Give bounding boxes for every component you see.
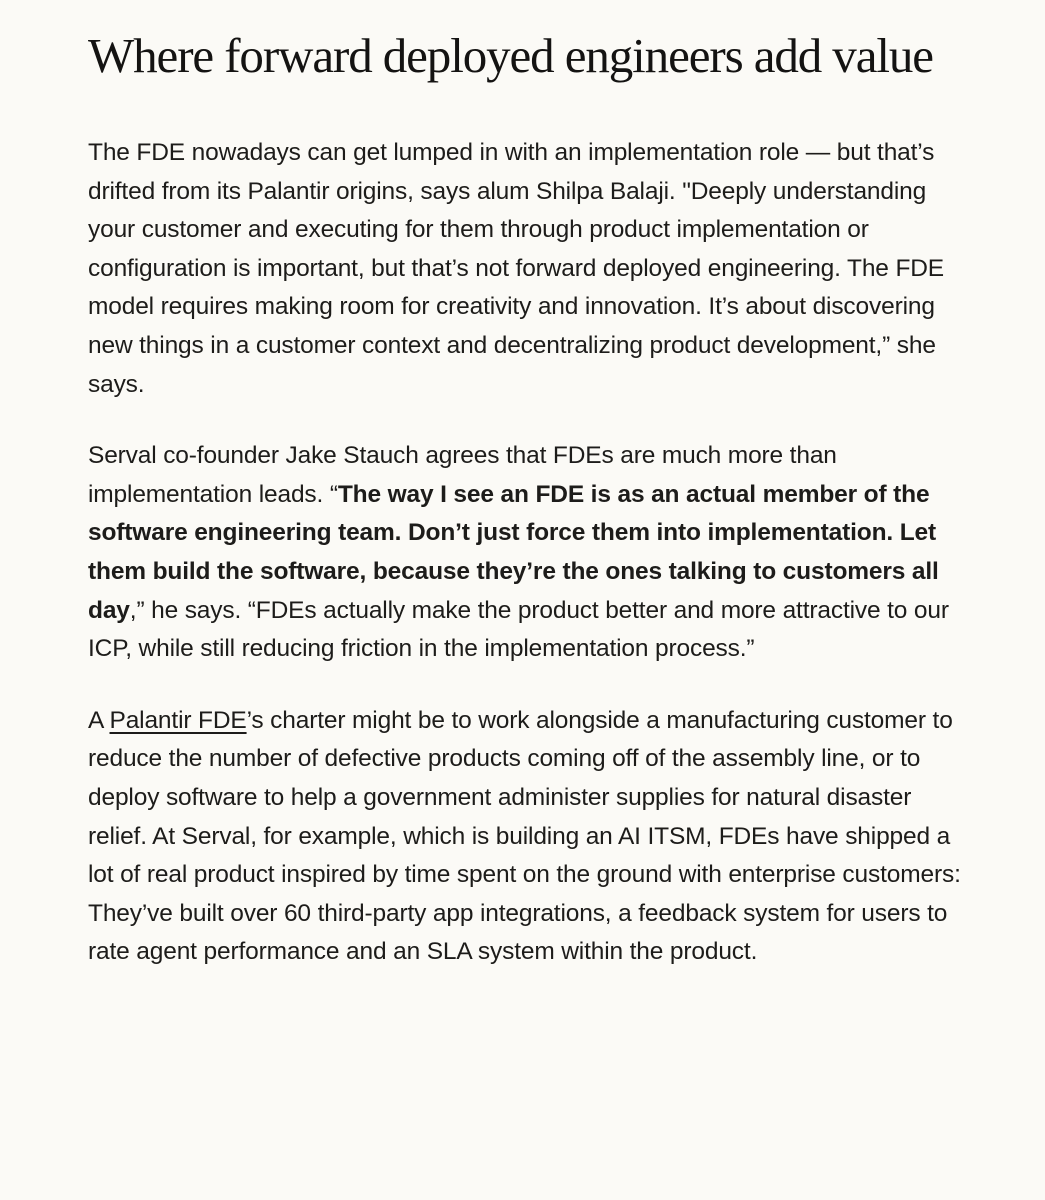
paragraph-fde-charter (88, 702, 963, 972)
bold-quote-text: The way I see an FDE is as an actual member of the software engineering team. Don’t just force them into implementation. Let them build the software, because they’re the ones talking to customers all day (88, 480, 939, 624)
article-body (88, 134, 963, 972)
paragraph-palantir-origins: The FDE nowadays can get lumped in with an implementation role — but that’s drifted from its Palantir origins, says alum Shilpa Balaji. "Deeply understanding your customer and executing for them through product implementation or configuration is important, but that’s not forward deployed engineering. The FDE model requires making room for creativity and innovation. It’s about discovering new things in a customer context and decentralizing product development,” she says. (88, 139, 944, 398)
section-heading: Where forward deployed engineers add value (88, 28, 933, 83)
charter-prefix-text: A (88, 706, 110, 734)
charter-body-text: ’s charter might be to work alongside a manufacturing customer to reduce the number of defective products coming off of the assembly line, or to deploy software to help a government administer supplies for natural disaster relief. At Serval, for example, which is building an AI ITSM, FDEs have shipped a lot of real product inspired by time spent on the ground with enterprise customers: They’ve built over 60 third-party app integrations, a feedback system for users to rate agent performance and an SLA system within the product. (88, 706, 961, 966)
quote-outro-text: ,” he says. “FDEs actually make the product better and more attractive to our ICP, while still reducing friction in the implementation process.” (88, 596, 949, 663)
paragraph-serval-quote (88, 437, 963, 669)
palantir-fde-link[interactable]: Palantir FDE (109, 706, 247, 734)
quote-intro-text: Serval co-founder Jake Stauch agrees that FDEs are much more than implementation leads. “ (88, 442, 837, 508)
